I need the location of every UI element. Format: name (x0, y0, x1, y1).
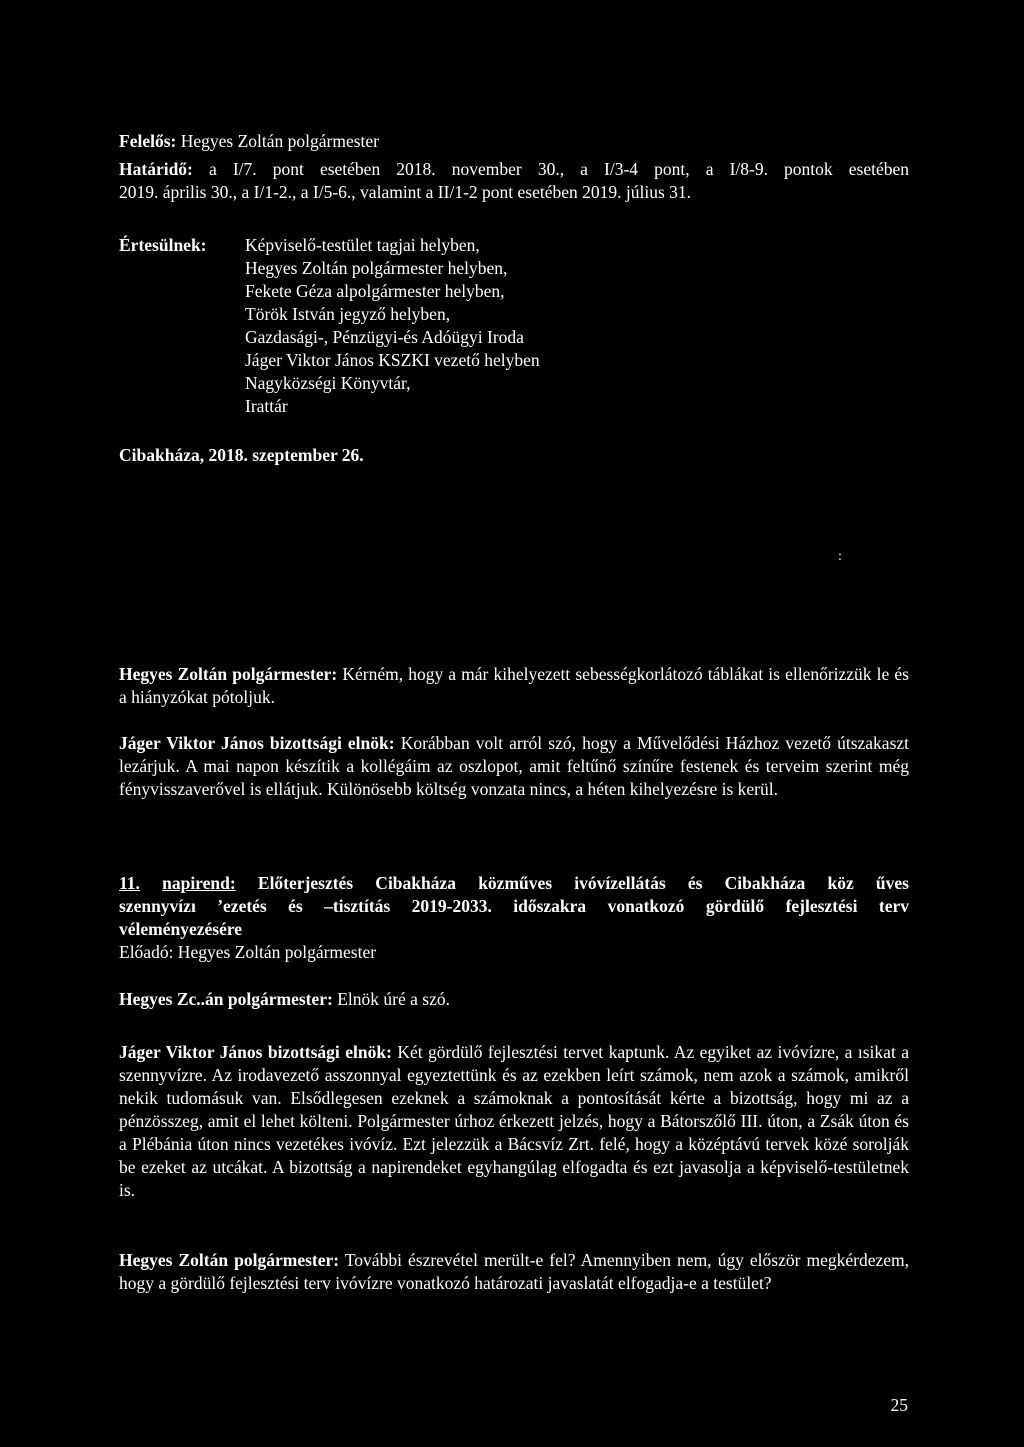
recipient-item: Nagyközségi Könyvtár, (245, 373, 411, 393)
agenda-title-line-2: szennyvízı ’ezetés és –tisztítás 2019-2033. időszakra vonatkozó gördülő fejlesztési terv (119, 896, 909, 916)
agenda-title-line-3: véleményezésére (119, 919, 243, 939)
recipient-item: Török István jegyző helyben, (245, 304, 451, 324)
agenda-block (119, 872, 909, 964)
speech-text: Kérném, hogy a már kihelyezett sebességkorlátozó táblákat is ellenőrizzük le és a hiányzókat pótoljuk. (119, 664, 909, 707)
responsible-line (119, 130, 909, 153)
speech-text: További észrevétel merült-e fel? Amennyiben nem, úgy először megkérdezem, hogy a gördülő fejlesztési terv ivóvízre vonatkozó határozati javaslatát elfogadja-e a testület? (119, 1250, 909, 1293)
speech-paragraph (119, 1249, 909, 1295)
agenda-title-line-1 (119, 872, 909, 895)
agenda-label: napirend: (162, 873, 236, 893)
speaker-name: Jáger Viktor János bizottsági elnök: (119, 1042, 392, 1062)
speech-paragraph (119, 1041, 909, 1202)
speech-paragraph (119, 988, 909, 1011)
agenda-presenter: Előadó: Hegyes Zoltán polgármester (119, 942, 377, 962)
recipient-item: Gazdasági-, Pénzügyi-és Adóügyi Iroda (245, 327, 524, 347)
recipient-item: Hegyes Zoltán polgármester helyben, (245, 258, 508, 278)
speech-text: Elnök úré a szó. (337, 989, 450, 1009)
responsible-value: Hegyes Zoltán polgármester (180, 131, 379, 151)
speaker-name: Hegyes Zoltán polgármester: (119, 1250, 340, 1270)
speaker-name: Hegyes Zc..án polgármester: (119, 989, 333, 1009)
speaker-name: Hegyes Zoltán polgármester: (119, 664, 338, 684)
responsible-label: Felelős: (119, 131, 177, 151)
agenda-title-1: Előterjesztés Cibakháza közműves ivóvízellátás és Cibakháza köz űves (257, 873, 909, 893)
place-date: Cibakháza, 2018. szeptember 26. (119, 445, 364, 465)
deadline-label: Határidő: (119, 159, 193, 179)
recipient-item: Képviselő-testület tagjai helyben, (245, 235, 480, 255)
speech-paragraph (119, 732, 909, 801)
page-number: 25 (890, 1395, 908, 1415)
deadline-line-2: 2019. április 30., a I/1-2., a I/5-6., valamint a II/1-2 pont esetében 2019. július 31. (119, 182, 692, 202)
recipient-item: Irattár (245, 396, 288, 416)
recipients-label: Értesülnek: (119, 235, 207, 255)
speech-text: Két gördülő fejlesztési tervet kaptunk. Az egyiket az ivóvízre, a ısikat a szennyvízre. Az irodavezető asszonnyal egyeztettünk és az ezekben leírt számok, nem azok a számok, amikről nekik tudomásuk van. Elsődlegesen ezeknek a számoknak a pontosítását kérte a bizottság, hogy mi az a pénzösszeg, amit el lehet költeni. Polgármester úrhoz érkezett jelzés, hogy a Bátorszőlő III. úton, a Zsák úton és a Plébánia úton nincs vezetékes ivóvíz. Ezt jelezzük a Bácsvíz Zrt. felé, hogy a középtávú tervek közé sorolják be ezeket az utcákat. A bizottság a napirendeket egyhangúlag elfogadta és ezt javasolja a képviselő-testületnek is. (119, 1042, 909, 1200)
recipient-item: Jáger Viktor János KSZKI vezető helyben (245, 350, 540, 370)
deadline-block (119, 158, 909, 204)
speech-paragraph (119, 663, 909, 709)
speaker-name: Jáger Viktor János bizottsági elnök: (119, 733, 395, 753)
deadline-text-1: a I/7. pont esetében 2018. november 30., a I/3-4 pont, a I/8-9. pontok esetében (208, 159, 909, 179)
stray-mark: : (838, 549, 842, 564)
recipients-list (245, 234, 745, 418)
deadline-line-1 (119, 158, 909, 181)
speech-text: Korábban volt arról szó, hogy a Művelődési Házhoz vezető útszakaszt lezárjuk. A mai napon készítik a kollégáim az oszlopot, amit feltűnő színűre festenek és terveim szerint még fényvisszaverővel is ellátjuk. Különösebb költség vonzata nincs, a héten kihelyezésre is kerül. (119, 733, 910, 799)
agenda-number: 11. (119, 873, 140, 893)
recipient-item: Fekete Géza alpolgármester helyben, (245, 281, 505, 301)
